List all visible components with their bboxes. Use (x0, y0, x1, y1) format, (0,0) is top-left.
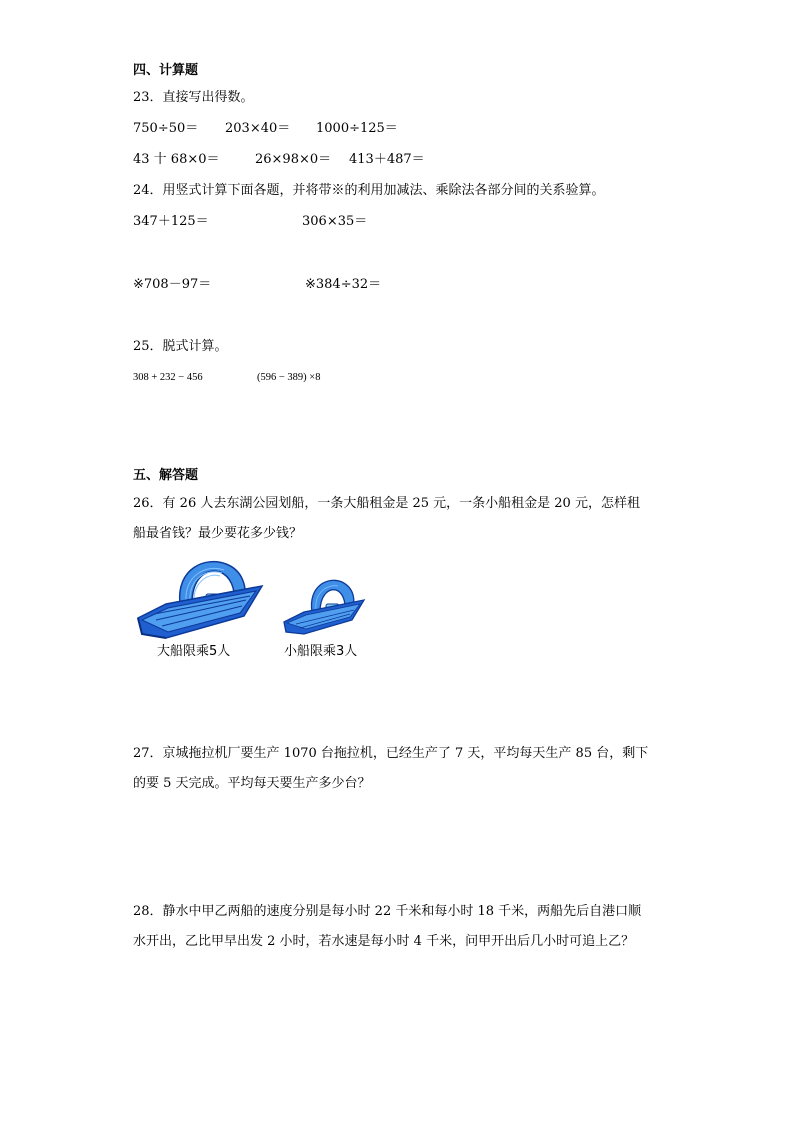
q23-item-4: 43 十 68×0＝ (133, 152, 220, 167)
q23-item-6: 413＋487＝ (349, 152, 425, 167)
big-boat-label: 大船限乘5人 (157, 644, 231, 659)
q24-item-2: 306×35＝ (302, 214, 368, 229)
question-28-line-1: 28．静水中甲乙两船的速度分别是每小时 22 千米和每小时 18 千米，两船先后自港口顺 (133, 904, 642, 919)
small-boat-label: 小船限乘3人 (284, 644, 358, 659)
q23-item-2: 203×40＝ (225, 121, 291, 136)
question-23-prompt: 23．直接写出得数。 (133, 90, 254, 105)
question-27-line-2: 的要 5 天完成。平均每天要生产多少台？ (133, 776, 371, 791)
question-25-prompt: 25．脱式计算。 (133, 339, 228, 354)
q23-item-5: 26×98×0＝ (255, 152, 332, 167)
q24-item-4: ※384÷32＝ (305, 277, 382, 292)
q25-expression-2: (596 − 389) ×8 (257, 372, 321, 383)
q23-item-1: 750÷50＝ (133, 121, 199, 136)
question-26-line-1: 26．有 26 人去东湖公园划船，一条大船租金是 25 元，一条小船租金是 20 元，怎样租 (133, 496, 640, 511)
section-heading-word-problems: 五、解答题 (133, 468, 199, 483)
question-28-line-2: 水开出，乙比甲早出发 2 小时，若水速是每小时 4 千米，问甲开出后几小时可追上乙？ (133, 934, 635, 949)
q23-item-3: 1000÷125＝ (316, 121, 398, 136)
section-heading-calculation: 四、计算题 (133, 63, 199, 78)
question-24-prompt: 24．用竖式计算下面各题，并将带※的利用加减法、乘除法各部分间的关系验算。 (133, 183, 605, 198)
q24-item-1: 347＋125＝ (133, 214, 209, 229)
q25-expression-1: 308 + 232 − 456 (133, 372, 203, 383)
small-boat-image (282, 576, 366, 636)
q24-item-3: ※708－97＝ (133, 277, 212, 292)
question-27-line-1: 27．京城拖拉机厂要生产 1070 台拖拉机，已经生产了 7 天，平均每天生产 85 台，剩下 (133, 746, 649, 761)
big-boat-image (136, 558, 264, 640)
question-26-line-2: 船最省钱？最少要花多少钱？ (133, 526, 303, 541)
